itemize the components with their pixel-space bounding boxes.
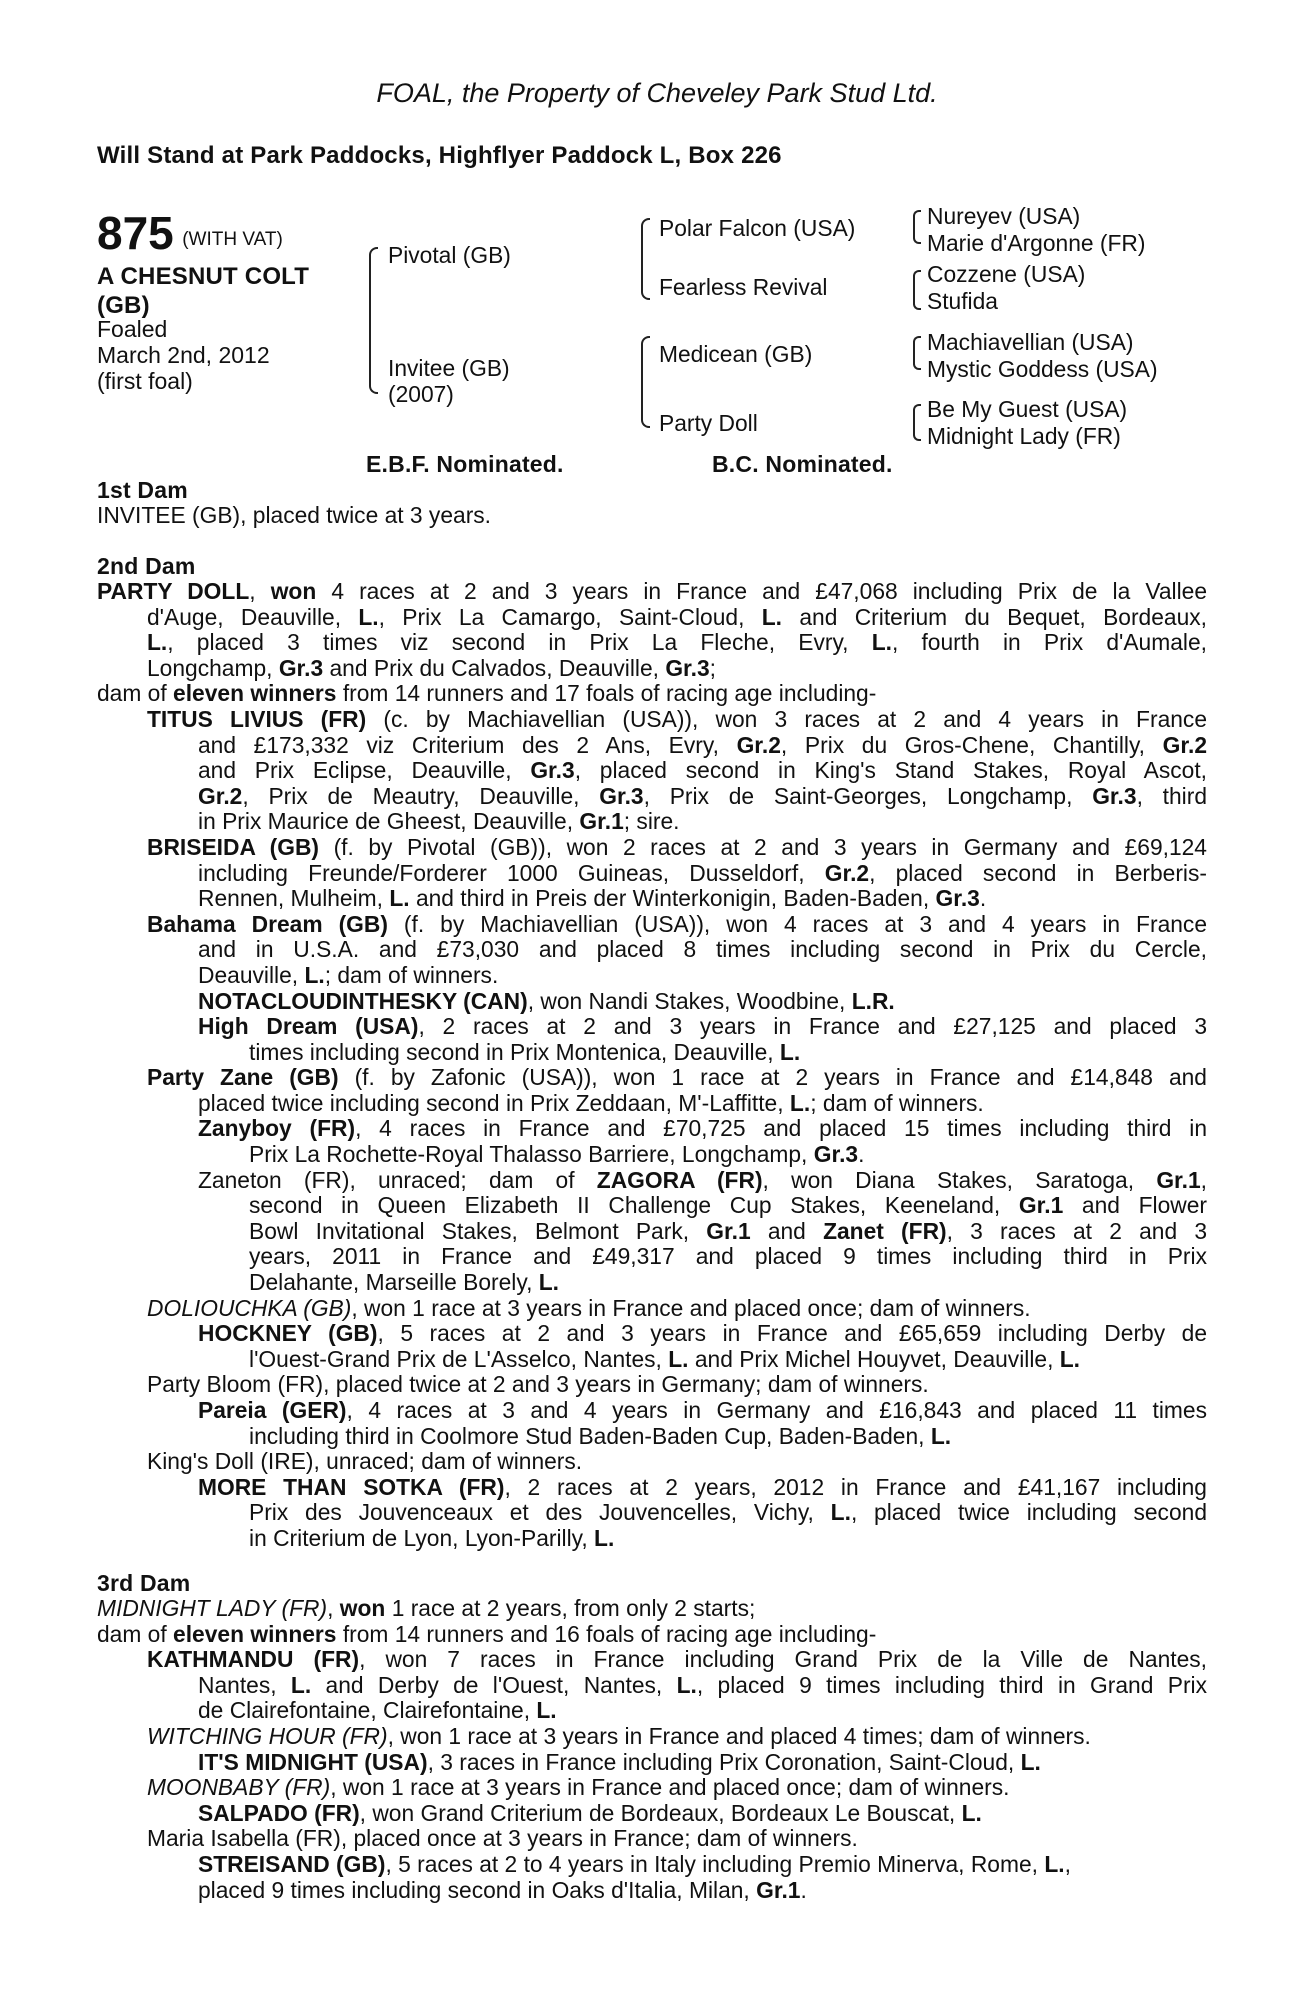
text-run: , 5 races at 2 to 4 years in Italy including Premio Minerva, Rome, — [385, 1850, 1045, 1877]
text-run: , 2 races at 2 and 3 years in France and £27,125 and placed 3 — [418, 1013, 1208, 1040]
bold-text: Gr.2 — [824, 859, 870, 886]
bold-text: TITUS LIVIUS (FR) — [147, 705, 367, 732]
pedigree-line — [97, 681, 1207, 707]
pedigree-line-text — [198, 1878, 807, 1904]
pedigree-line — [97, 1775, 1207, 1801]
bold-text: Zanet (FR) — [823, 1217, 947, 1244]
pedigree-line — [97, 1826, 1207, 1852]
third-dam-heading: 3rd Dam — [97, 1570, 191, 1596]
pedigree-line — [97, 1724, 1207, 1750]
third-dam-body — [97, 1596, 1207, 1903]
pedigree-line-text — [198, 963, 498, 989]
pedigree-line — [97, 809, 1207, 835]
page-title: FOAL, the Property of Cheveley Park Stud Ltd. — [376, 78, 938, 108]
pedigree-line-text — [198, 1698, 557, 1724]
pedigree-line-text — [249, 1244, 1207, 1270]
pedigree-dam-year: (2007) — [388, 380, 454, 407]
pedigree-sss: Nureyev (USA) — [927, 203, 1081, 229]
bold-text: STREISAND (GB) — [198, 1850, 386, 1877]
text-run: Rennen, Mulheim, — [198, 885, 390, 912]
text-run: DOLIOUCHKA (GB) — [147, 1294, 352, 1321]
lot-description — [97, 262, 309, 320]
bold-text: Gr.3 — [935, 885, 980, 912]
pedigree-line-text — [147, 630, 1207, 656]
bold-text: HOCKNEY (GB) — [198, 1320, 378, 1347]
pedigree-line-text — [198, 937, 1207, 963]
text-run: placed twice including second in Prix Zeddaan, M'-Laffitte, — [198, 1089, 790, 1116]
pedigree-line-text — [198, 1168, 1207, 1194]
bold-text: L. — [676, 1671, 697, 1698]
text-run: Nantes, — [198, 1671, 291, 1698]
bold-text: PARTY DOLL — [97, 578, 250, 604]
pedigree-line-text — [198, 989, 895, 1015]
text-run: Prix La Rochette-Royal Thalasso Barriere, Longchamp, — [249, 1141, 814, 1168]
bold-text: IT'S MIDNIGHT (USA) — [198, 1748, 428, 1775]
lot-vat: (WITH VAT) — [182, 229, 283, 250]
text-run: Longchamp, — [147, 654, 279, 681]
pedigree-line-text — [198, 1091, 984, 1117]
pedigree-line — [97, 1065, 1207, 1091]
pedigree-dds: Be My Guest (USA) — [927, 396, 1128, 422]
pedigree-line — [97, 861, 1207, 887]
ebf-nominated: E.B.F. Nominated. — [366, 451, 564, 477]
bold-text: won — [270, 578, 317, 604]
text-run: , won Diana Stakes, Saratoga, — [762, 1166, 1157, 1193]
pedigree-line — [97, 733, 1207, 759]
text-run: years, 2011 in France and £49,317 and placed 9 times including third in Prix — [249, 1243, 1207, 1270]
pedigree-line-text — [198, 1116, 1207, 1142]
text-run: , won Grand Criterium de Bordeaux, Bordeaux Le Bouscat, — [359, 1799, 962, 1826]
text-run: in Prix Maurice de Gheest, Deauville, — [198, 808, 580, 835]
text-run: and Flower — [1063, 1192, 1207, 1219]
pedigree-ddd: Midnight Lady (FR) — [927, 423, 1121, 449]
bold-text: L. — [538, 1269, 560, 1296]
pedigree-line — [97, 1475, 1207, 1501]
pedigree-line-text — [198, 1673, 1207, 1699]
text-run: Zaneton (FR), unraced; dam of — [198, 1166, 597, 1193]
pedigree-line-text — [249, 1142, 864, 1168]
bold-text: L. — [1020, 1748, 1041, 1775]
bold-text: SALPADO (FR) — [198, 1799, 360, 1826]
pedigree-line — [97, 1647, 1207, 1673]
text-run: , 3 races in France including Prix Coronation, Saint-Cloud, — [427, 1748, 1021, 1775]
lot-number: 875 — [97, 207, 174, 259]
text-run: and — [750, 1217, 824, 1244]
pedigree-line-text — [147, 656, 716, 682]
pedigree-line — [97, 1500, 1207, 1526]
pedigree-line-text — [249, 1193, 1207, 1219]
text-run: ; — [709, 654, 717, 681]
bold-text: Gr.3 — [530, 757, 575, 784]
brace-lvl3-3 — [913, 336, 921, 370]
pedigree-line-text — [198, 861, 1207, 887]
text-run: , 3 races at 2 and 3 — [946, 1217, 1207, 1244]
text-run: times including second in Prix Montenica, Deauville, — [249, 1038, 780, 1065]
pedigree-line-text — [147, 1372, 929, 1398]
text-run: and Prix Michel Houyvet, Deauville, — [688, 1345, 1060, 1372]
foaled-label: Foaled — [97, 316, 168, 342]
text-run: . — [800, 1876, 807, 1903]
text-run: , won Nandi Stakes, Woodbine, — [527, 987, 852, 1014]
text-run: dam of — [97, 1620, 174, 1647]
pedigree-line — [97, 1852, 1207, 1878]
pedigree-line-text — [198, 809, 680, 835]
bold-text: Pareia (GER) — [198, 1397, 347, 1423]
text-run: from 14 runners and 17 foals of racing age including- — [336, 680, 877, 707]
pedigree-line-text — [198, 1321, 1207, 1347]
pedigree-line-text — [198, 784, 1207, 810]
text-run: WITCHING HOUR (FR) — [147, 1722, 388, 1749]
bold-text: Gr.1 — [706, 1217, 751, 1244]
text-run: , fourth in Prix d'Aumale, — [891, 629, 1207, 656]
text-run: Maria Isabella (FR), placed once at 3 years in France; dam of winners. — [147, 1825, 858, 1852]
pedigree-line — [97, 1168, 1207, 1194]
bc-nominated: B.C. Nominated. — [712, 451, 893, 477]
pedigree-line-text — [97, 579, 1207, 605]
bold-text: Bahama Dream (GB) — [147, 910, 388, 937]
pedigree-line — [97, 937, 1207, 963]
bold-text: Gr.2 — [1162, 731, 1207, 758]
pedigree-line-text — [249, 1219, 1207, 1245]
text-run: ; sire. — [623, 808, 680, 835]
text-run: Prix des Jouvenceaux et des Jouvencelles, Vichy, — [249, 1499, 831, 1526]
bold-text: L. — [830, 1499, 851, 1526]
text-run: dam of — [97, 680, 174, 707]
text-run: and Prix Eclipse, Deauville, — [198, 757, 531, 784]
bold-text: Gr.3 — [1092, 782, 1137, 809]
brace-lvl1 — [369, 247, 378, 394]
text-run: MIDNIGHT LADY (FR) — [97, 1595, 328, 1621]
text-run: and Criterium du Bequet, Bordeaux, — [782, 603, 1207, 630]
bold-text: ZAGORA (FR) — [596, 1166, 763, 1193]
bold-text: NOTACLOUDINTHESKY (CAN) — [198, 987, 528, 1014]
pedigree-line-text — [147, 1775, 1009, 1801]
pedigree-line — [97, 579, 1207, 605]
bold-text: High Dream (USA) — [198, 1013, 419, 1040]
text-run: , — [1064, 1850, 1071, 1877]
text-run: Deauville, — [198, 961, 305, 988]
pedigree-dsd: Mystic Goddess (USA) — [927, 356, 1158, 382]
bold-text: L. — [789, 1089, 811, 1116]
pedigree-line — [97, 1296, 1207, 1322]
text-run: , 5 races at 2 and 3 years in France and £65,659 including Derby de — [377, 1320, 1207, 1347]
foaling-info — [97, 316, 270, 394]
pedigree-dam-name: Invitee (GB) — [388, 355, 510, 381]
text-run: including third in Coolmore Stud Baden-Baden Cup, Baden-Baden, — [249, 1422, 931, 1449]
text-run: from 14 runners and 16 foals of racing age including- — [336, 1620, 877, 1647]
foal-note: (first foal) — [97, 368, 193, 394]
pedigree-line — [97, 1878, 1207, 1904]
text-run: , placed twice including second — [850, 1499, 1207, 1526]
pedigree-line-text — [198, 1014, 1207, 1040]
bold-text: BRISEIDA (GB) — [147, 833, 320, 860]
pedigree-line — [97, 630, 1207, 656]
bold-text: L. — [290, 1671, 312, 1698]
text-run: and Derby de l'Ouest, Nantes, — [311, 1671, 677, 1698]
text-run: 4 races at 2 and 3 years in France and £47,068 including Prix de la Vallee — [316, 578, 1208, 604]
pedigree-line-text — [147, 1724, 1091, 1750]
text-run: , placed 9 times including third in Grand Prix — [696, 1671, 1207, 1698]
pedigree-line — [97, 758, 1207, 784]
pedigree-line-text — [198, 758, 1207, 784]
bold-text: L. — [304, 961, 325, 988]
bold-text: eleven winners — [173, 680, 337, 707]
text-run: and third in Preis der Winterkonigin, Baden-Baden, — [409, 885, 936, 912]
pedigree-line — [97, 1321, 1207, 1347]
pedigree-sire-dam: Fearless Revival — [659, 274, 828, 300]
lot-block — [97, 206, 283, 260]
bold-text: Gr.3 — [665, 654, 710, 681]
bold-text: L.R. — [851, 987, 895, 1014]
text-run: (f. by Machiavellian (USA)), won 4 races at 3 and 4 years in France — [387, 910, 1207, 937]
pedigree-line — [97, 1244, 1207, 1270]
pedigree-line-text — [147, 1449, 582, 1475]
stand-location: Will Stand at Park Paddocks, Highflyer Paddock L, Box 226 — [97, 142, 782, 169]
pedigree-line — [97, 784, 1207, 810]
pedigree-line — [97, 1801, 1207, 1827]
first-dam-heading: 1st Dam — [97, 477, 188, 503]
first-dam-text: INVITEE (GB), placed twice at 3 years. — [97, 502, 492, 528]
bold-text: Zanyboy (FR) — [198, 1115, 356, 1142]
text-run: , won 1 race at 3 years in France and placed 4 times; dam of winners. — [387, 1722, 1091, 1749]
bold-text: L. — [358, 603, 379, 630]
pedigree-sdd: Stufida — [927, 288, 998, 314]
text-run: de Clairefontaine, Clairefontaine, — [198, 1697, 537, 1724]
bold-text: L. — [668, 1345, 689, 1372]
text-run: , — [249, 578, 271, 604]
text-run: l'Ouest-Grand Prix de L'Asselco, Nantes, — [249, 1345, 669, 1372]
brace-lvl2-sire — [641, 218, 650, 300]
pedigree-line-text — [97, 1596, 755, 1622]
pedigree-line-text — [198, 886, 986, 912]
brace-lvl3-4 — [913, 404, 921, 441]
text-run: , placed second in Berberis- — [869, 859, 1207, 886]
pedigree-ssd: Marie d'Argonne (FR) — [927, 230, 1146, 256]
bold-text: L. — [930, 1422, 952, 1449]
lot-desc-line2: (GB) — [97, 292, 150, 319]
text-run: , won 1 race at 3 years in France and placed once; dam of winners. — [330, 1774, 1010, 1801]
pedigree-line-text — [147, 1065, 1207, 1091]
second-dam-body — [97, 579, 1207, 1552]
bold-text: L. — [536, 1697, 557, 1724]
pedigree-line — [97, 1091, 1207, 1117]
pedigree-line-text — [198, 1801, 982, 1827]
bold-text: Gr.1 — [756, 1876, 801, 1903]
second-dam-heading: 2nd Dam — [97, 553, 196, 579]
bold-text: Gr.1 — [1156, 1166, 1201, 1193]
pedigree-line — [97, 1698, 1207, 1724]
pedigree-line — [97, 963, 1207, 989]
pedigree-line — [97, 1673, 1207, 1699]
text-run: , 2 races at 2 years, 2012 in France and £41,167 including — [504, 1473, 1207, 1500]
pedigree-line-text — [147, 707, 1207, 733]
pedigree-line — [97, 1449, 1207, 1475]
bold-text: L. — [871, 629, 892, 656]
brace-lvl3-1 — [913, 210, 921, 244]
text-run: (f. by Zafonic (USA)), won 1 race at 2 years in France and £14,848 and — [338, 1064, 1207, 1091]
bold-text: KATHMANDU (FR) — [147, 1646, 360, 1673]
brace-lvl3-2 — [913, 270, 921, 310]
bold-text: L. — [594, 1524, 615, 1551]
text-run: Bowl Invitational Stakes, Belmont Park, — [249, 1217, 707, 1244]
pedigree-line-text — [147, 1296, 1031, 1322]
text-run: including Freunde/Forderer 1000 Guineas, Dusseldorf, — [198, 859, 825, 886]
text-run: , — [1200, 1166, 1208, 1193]
pedigree-line — [97, 707, 1207, 733]
pedigree-dam — [388, 356, 510, 407]
pedigree-line-text — [249, 1040, 800, 1066]
text-run: , won 1 race at 3 years in France and placed once; dam of winners. — [351, 1294, 1031, 1321]
pedigree-dam-dam: Party Doll — [659, 410, 758, 436]
pedigree-line — [97, 1219, 1207, 1245]
text-run: Delahante, Marseille Borely, — [249, 1269, 539, 1296]
pedigree-line — [97, 1596, 1207, 1622]
pedigree-line — [97, 1398, 1207, 1424]
text-run: , — [327, 1595, 340, 1621]
pedigree-line — [97, 1116, 1207, 1142]
pedigree-line — [97, 912, 1207, 938]
text-run: , 4 races in France and £70,725 and placed 15 times including third in — [355, 1115, 1207, 1142]
text-run: MOONBABY (FR) — [147, 1774, 331, 1801]
pedigree-line-text — [249, 1526, 614, 1552]
pedigree-line — [97, 1750, 1207, 1776]
pedigree-line-text — [198, 1750, 1041, 1776]
text-run: , placed 3 times viz second in Prix La Fleche, Evry, — [167, 629, 872, 656]
brace-lvl2-dam — [641, 336, 650, 428]
pedigree-line-text — [249, 1347, 1080, 1373]
text-run: and £173,332 viz Criterium des 2 Ans, Evry, — [198, 731, 737, 758]
pedigree-line-text — [147, 1647, 1207, 1673]
text-run: placed 9 times including second in Oaks d'Italia, Milan, — [198, 1876, 757, 1903]
text-run: , Prix La Camargo, Saint-Cloud, — [378, 603, 762, 630]
text-run: , 4 races at 3 and 4 years in Germany and £16,843 and placed 11 times — [346, 1397, 1207, 1423]
text-run: , Prix du Gros-Chene, Chantilly, — [780, 731, 1163, 758]
pedigree-line — [97, 656, 1207, 682]
pedigree-line-text — [249, 1270, 559, 1296]
bold-text: L. — [961, 1799, 982, 1826]
text-run: 1 race at 2 years, from only 2 starts; — [385, 1595, 756, 1621]
pedigree-line — [97, 1622, 1207, 1648]
bold-text: Gr.3 — [278, 654, 324, 681]
text-run: King's Doll (IRE), unraced; dam of winners. — [147, 1448, 583, 1475]
pedigree-sire: Pivotal (GB) — [388, 242, 511, 268]
bold-text: Gr.1 — [579, 808, 624, 835]
pedigree-line — [97, 605, 1207, 631]
text-run: second in Queen Elizabeth II Challenge Cup Stakes, Keeneland, — [249, 1192, 1019, 1219]
pedigree-sire-sire: Polar Falcon (USA) — [659, 215, 856, 241]
text-run: , third — [1136, 782, 1208, 809]
bold-text: MORE THAN SOTKA (FR) — [198, 1473, 505, 1500]
pedigree-line-text — [97, 1622, 876, 1648]
pedigree-line-text — [198, 733, 1207, 759]
pedigree-line — [97, 1193, 1207, 1219]
text-run: in Criterium de Lyon, Lyon-Parilly, — [249, 1524, 595, 1551]
bold-text: Gr.2 — [736, 731, 781, 758]
pedigree-line-text — [249, 1500, 1207, 1526]
pedigree-line — [97, 835, 1207, 861]
text-run: and Prix du Calvados, Deauville, — [323, 654, 666, 681]
text-run: , Prix de Saint-Georges, Longchamp, — [643, 782, 1093, 809]
pedigree-line-text — [147, 605, 1207, 631]
bold-text: Gr.3 — [599, 782, 644, 809]
bold-text: L. — [389, 885, 410, 912]
pedigree-line — [97, 1142, 1207, 1168]
text-run: . — [858, 1141, 865, 1168]
pedigree-line-text — [97, 681, 876, 707]
text-run: (c. by Machiavellian (USA)), won 3 races at 2 and 4 years in France — [366, 705, 1208, 732]
text-run: Party Bloom (FR), placed twice at 2 and 3 years in Germany; dam of winners. — [147, 1371, 929, 1398]
pedigree-line-text — [147, 835, 1207, 861]
bold-text: L. — [1059, 1345, 1081, 1372]
pedigree-line — [97, 886, 1207, 912]
pedigree-sds: Cozzene (USA) — [927, 261, 1086, 287]
text-run: and in U.S.A. and £73,030 and placed 8 times including second in Prix du Cercle, — [198, 936, 1207, 963]
bold-text: Gr.2 — [198, 782, 243, 809]
bold-text: L. — [147, 629, 168, 656]
pedigree-line — [97, 1040, 1207, 1066]
lot-desc-line1: A CHESNUT COLT — [97, 263, 310, 290]
text-run: , Prix de Meautry, Deauville, — [242, 782, 600, 809]
bold-text: Party Zane (GB) — [147, 1064, 339, 1091]
bold-text: L. — [761, 603, 783, 630]
pedigree-line-text — [147, 1826, 858, 1852]
pedigree-line — [97, 1372, 1207, 1398]
pedigree-line — [97, 989, 1207, 1015]
text-run: ; dam of winners. — [810, 1089, 984, 1116]
bold-text: L. — [1044, 1850, 1065, 1877]
pedigree-line-text — [147, 912, 1207, 938]
pedigree-dam-sire: Medicean (GB) — [659, 341, 813, 367]
pedigree-line-text — [198, 1398, 1207, 1424]
pedigree-line-text — [198, 1852, 1071, 1878]
bold-text: L. — [779, 1038, 801, 1065]
text-run: , placed second in King's Stand Stakes, Royal Ascot, — [574, 757, 1207, 784]
bold-text: eleven winners — [173, 1620, 337, 1647]
text-run: d'Auge, Deauville, — [147, 603, 359, 630]
bold-text: won — [339, 1595, 386, 1621]
pedigree-line-text — [249, 1424, 951, 1450]
text-run: . — [979, 885, 987, 912]
pedigree-line — [97, 1526, 1207, 1552]
text-run: , won 7 races in France including Grand Prix de la Ville de Nantes, — [359, 1646, 1208, 1673]
pedigree-line-text — [198, 1475, 1207, 1501]
bold-text: Gr.1 — [1018, 1192, 1064, 1219]
pedigree-line — [97, 1347, 1207, 1373]
foaled-date: March 2nd, 2012 — [97, 342, 270, 368]
pedigree-line — [97, 1270, 1207, 1296]
bold-text: Gr.3 — [813, 1141, 859, 1168]
text-run: ; dam of winners. — [324, 961, 499, 988]
pedigree-dss: Machiavellian (USA) — [927, 329, 1134, 355]
pedigree-line — [97, 1014, 1207, 1040]
text-run: (f. by Pivotal (GB)), won 2 races at 2 and 3 years in Germany and £69,124 — [319, 833, 1207, 860]
pedigree-line — [97, 1424, 1207, 1450]
